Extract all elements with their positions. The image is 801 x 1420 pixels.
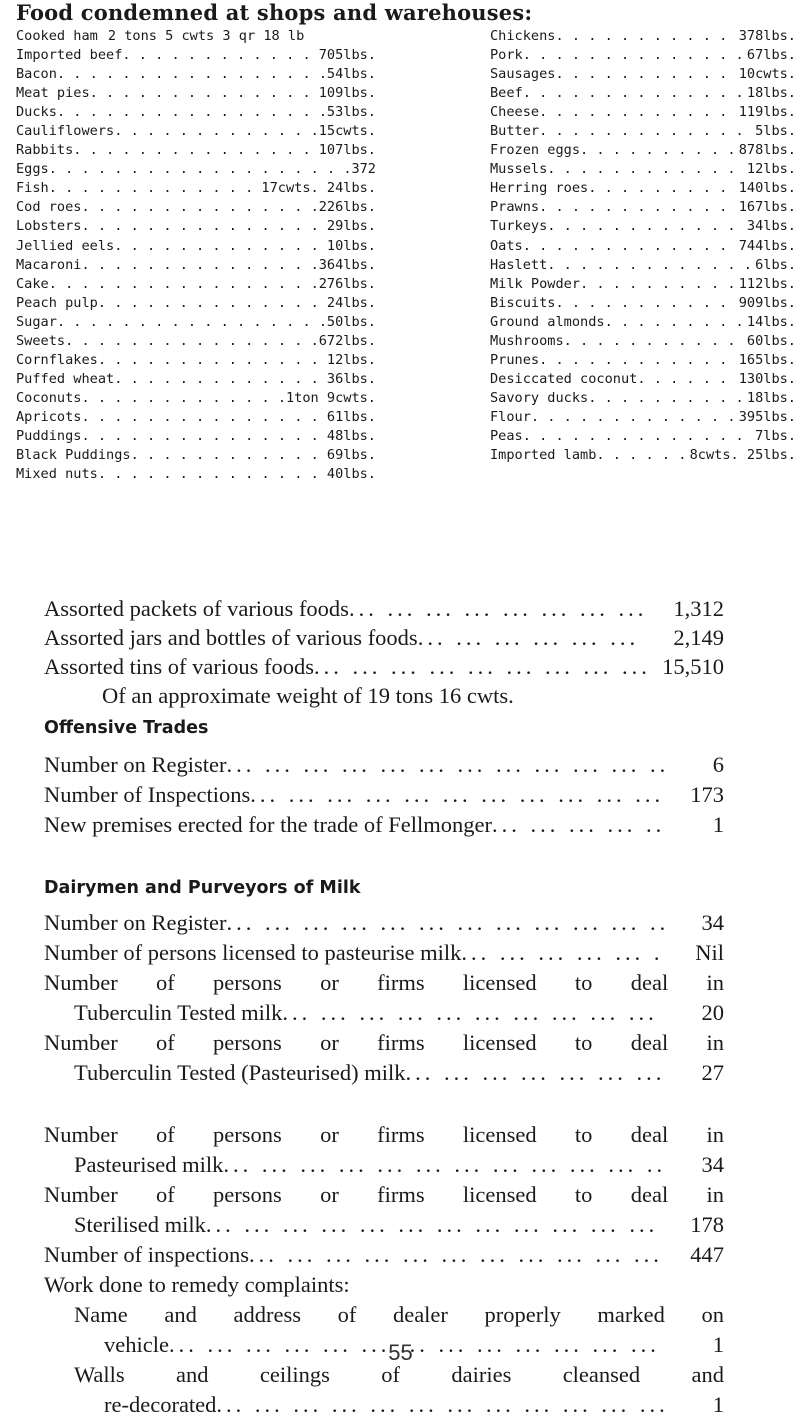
dairy-row <box>44 1270 724 1300</box>
food-item-name: Cauliflowers <box>16 123 115 140</box>
dairy-label: Number of persons or firms licensed to deal in <box>44 1182 724 1207</box>
offensive-row <box>44 750 724 780</box>
dairy-row <box>44 1150 724 1180</box>
food-item-name: Haslett <box>490 256 548 273</box>
dairy-row <box>44 938 724 968</box>
food-item-row <box>16 179 376 198</box>
food-item-quantity: 378lbs. <box>738 28 796 44</box>
food-item-name: Sausages <box>490 66 556 83</box>
food-item-name: Lobsters <box>16 218 82 235</box>
food-item-name: Apricots <box>16 408 82 425</box>
food-list-left-column <box>16 27 376 484</box>
food-item-row <box>490 84 796 103</box>
assorted-row <box>44 594 724 623</box>
assorted-label: Assorted packets of various foods <box>44 596 349 621</box>
offensive-value: 1 <box>712 812 724 837</box>
food-item-name: Imported lamb <box>490 447 597 464</box>
assorted-row <box>44 652 724 681</box>
food-item-row <box>490 46 796 65</box>
food-item-name: Cake <box>16 275 49 292</box>
food-item-row <box>16 198 376 217</box>
food-item-name: Sweets <box>16 332 66 349</box>
dairy-row <box>44 1240 724 1270</box>
dairy-label: Number on Register <box>44 910 227 935</box>
food-item-name: Imported beef <box>16 47 123 64</box>
food-item-quantity: 7lbs. <box>755 427 796 444</box>
food-item-name: Turkeys <box>490 218 548 235</box>
food-item-quantity: 18lbs. <box>746 389 796 406</box>
page-number: 55 <box>388 1340 413 1365</box>
food-item-row <box>490 65 796 84</box>
food-item-quantity: 10lbs. <box>326 237 376 254</box>
food-item-quantity: 34lbs. <box>746 218 796 235</box>
food-item-row <box>490 275 796 294</box>
dairy-value: Nil <box>695 940 724 965</box>
offensive-row <box>44 780 724 810</box>
food-item-name: Frozen eggs <box>490 142 581 159</box>
food-item-row <box>16 217 376 236</box>
food-item-name: Black Puddings <box>16 447 131 464</box>
food-item-name: Ducks <box>16 104 57 121</box>
dairymen-heading: Dairymen and Purveyors of Milk <box>44 878 361 898</box>
dairy-label: Tuberculin Tested (Pasteurised) milk <box>74 1060 406 1085</box>
food-condemned-heading: Food condemned at shops and warehouses: <box>16 0 533 25</box>
food-item-name: Peas <box>490 427 523 444</box>
food-item-row <box>16 351 376 370</box>
offensive-value: 173 <box>690 782 724 807</box>
assorted-row <box>44 623 724 652</box>
dairy-label: re-decorated <box>104 1392 217 1417</box>
food-item-row <box>16 465 376 484</box>
food-item-name: Milk Powder <box>490 275 581 292</box>
food-item-quantity: 5lbs. <box>755 123 796 140</box>
food-item-name: Savory ducks <box>490 389 589 406</box>
food-item-row <box>16 275 376 294</box>
food-item-quantity: 36lbs. <box>326 370 376 387</box>
dairy-label: vehicle <box>104 1332 169 1357</box>
food-item-row <box>16 370 376 389</box>
food-item-name: Mushrooms <box>490 332 564 349</box>
food-item-row <box>490 237 796 256</box>
food-item-quantity: 50lbs. <box>326 313 376 330</box>
food-item-name: Oats <box>490 237 523 254</box>
food-item-name: Cooked ham <box>16 28 98 44</box>
food-item-quantity: 67lbs. <box>746 47 796 64</box>
food-item-row <box>490 427 796 446</box>
assorted-value: 1,312 <box>673 596 724 621</box>
food-item-row <box>490 370 796 389</box>
food-item-quantity: 744lbs. <box>738 237 796 254</box>
food-item-row <box>490 332 796 351</box>
food-item-quantity: 48lbs. <box>326 427 376 444</box>
food-item-quantity: 40lbs. <box>326 466 376 483</box>
food-item-row <box>16 141 376 160</box>
dairy-value: 178 <box>690 1212 724 1237</box>
dairy-row <box>44 1120 724 1150</box>
food-item-name: Prunes <box>490 351 540 368</box>
food-item-name: Macaroni <box>16 256 82 273</box>
food-item-row <box>16 84 376 103</box>
food-item-name: Butter <box>490 123 540 140</box>
food-item-row <box>16 256 376 275</box>
food-item-quantity: 15cwts. <box>318 123 376 140</box>
offensive-value: 6 <box>712 752 724 777</box>
food-item-quantity: 705lbs. <box>318 47 376 64</box>
food-item-quantity: 24lbs. <box>326 294 376 311</box>
dairy-label: Number of persons or firms licensed to deal in <box>44 970 724 995</box>
offensive-label: New premises erected for the trade of Fellmonger <box>44 812 492 837</box>
assorted-weight-note: Of an approximate weight of 19 tons 16 cwts. <box>102 683 514 708</box>
dairy-value: 20 <box>701 1000 724 1025</box>
food-item-name: Jellied eels <box>16 237 115 254</box>
food-item-quantity: 165lbs. <box>738 351 796 368</box>
offensive-label: Number on Register <box>44 752 227 777</box>
food-item-quantity: 2 tons 5 cwts 3 qr 18 lb <box>107 28 305 44</box>
food-item-name: Bacon <box>16 66 57 83</box>
food-item-quantity: 878lbs. <box>738 142 796 159</box>
food-item-name: Herring roes <box>490 180 589 197</box>
food-item-quantity: 276lbs. <box>318 275 376 292</box>
dairy-label: Name and address of dealer properly marked on <box>74 1302 724 1327</box>
food-list-right-column <box>490 27 796 465</box>
food-item-name: Mixed nuts <box>16 466 98 483</box>
food-item-row <box>490 198 796 217</box>
food-item-quantity: 130lbs. <box>738 370 796 387</box>
food-item-quantity: 140lbs. <box>738 180 796 197</box>
food-item-quantity: 8cwts. 25lbs. <box>689 447 796 464</box>
food-item-quantity: 364lbs. <box>318 256 376 273</box>
food-item-name: Prawns <box>490 199 540 216</box>
food-item-row <box>16 103 376 122</box>
food-item-name: Rabbits <box>16 142 74 159</box>
food-item-row <box>16 27 376 46</box>
food-item-row <box>16 65 376 84</box>
food-item-quantity: 54lbs. <box>326 66 376 83</box>
food-item-name: Fish <box>16 180 49 197</box>
dairy-row <box>44 1058 724 1088</box>
food-item-quantity: 226lbs. <box>318 199 376 216</box>
food-item-row <box>16 332 376 351</box>
food-item-name: Cheese <box>490 104 540 121</box>
dairy-row <box>44 1390 724 1420</box>
food-item-quantity: 12lbs. <box>746 161 796 178</box>
food-item-name: Pork <box>490 47 523 64</box>
dairy-label: Number of inspections <box>44 1242 249 1267</box>
food-item-name: Peach pulp <box>16 294 98 311</box>
food-item-row <box>16 313 376 332</box>
food-item-quantity: 12lbs. <box>326 351 376 368</box>
dairy-label: Tuberculin Tested milk <box>74 1000 283 1025</box>
food-item-name: Meat pies <box>16 85 90 102</box>
food-item-quantity: 6lbs. <box>755 256 796 273</box>
food-item-name: Desiccated coconut <box>490 370 638 387</box>
food-item-row <box>16 46 376 65</box>
food-item-row <box>490 408 796 427</box>
offensive-row <box>44 810 724 840</box>
food-item-row <box>490 313 796 332</box>
food-item-quantity: 10cwts. <box>738 66 796 83</box>
food-item-name: Ground almonds <box>490 313 605 330</box>
food-item-row <box>16 237 376 256</box>
food-item-quantity: 53lbs. <box>326 104 376 121</box>
food-item-row <box>16 160 376 179</box>
dairy-label: Work done to remedy complaints: <box>44 1272 350 1297</box>
food-item-quantity: 107lbs. <box>318 142 376 159</box>
dairy-row <box>44 1300 724 1330</box>
food-item-name: Cornflakes <box>16 351 98 368</box>
food-item-quantity: 112lbs. <box>738 275 796 292</box>
dairy-row <box>44 1028 724 1058</box>
dairy-row <box>44 968 724 998</box>
food-item-quantity: 909lbs. <box>738 294 796 311</box>
dairy-label: Sterilised milk <box>74 1212 206 1237</box>
food-item-quantity: 69lbs. <box>326 447 376 464</box>
food-item-quantity: 119lbs. <box>738 104 796 121</box>
food-item-row <box>490 27 796 46</box>
food-item-quantity: 672lbs. <box>318 332 376 349</box>
food-item-name: Beef <box>490 85 523 102</box>
offensive-trades-heading: Offensive Trades <box>44 718 209 738</box>
food-item-name: Chickens <box>490 28 556 44</box>
dairy-row <box>44 908 724 938</box>
food-item-row <box>490 351 796 370</box>
dairy-label: Pasteurised milk <box>74 1152 224 1177</box>
food-item-quantity: 18lbs. <box>746 85 796 102</box>
food-item-row <box>490 217 796 236</box>
dairy-label: Number of persons licensed to pasteurise milk <box>44 940 462 965</box>
food-item-quantity: 14lbs. <box>746 313 796 330</box>
food-item-quantity: 395lbs. <box>738 408 796 425</box>
dairy-row <box>44 1180 724 1210</box>
offensive-trades-block <box>44 750 724 840</box>
food-item-quantity: 60lbs. <box>746 332 796 349</box>
food-item-row <box>16 427 376 446</box>
assorted-value: 15,510 <box>662 654 724 679</box>
food-item-row <box>490 122 796 141</box>
food-item-row <box>16 122 376 141</box>
dairy-value: 447 <box>690 1242 724 1267</box>
food-item-row <box>490 446 796 465</box>
dairy-value: 27 <box>701 1060 724 1085</box>
dairy-label: Number of persons or firms licensed to deal in <box>44 1122 724 1147</box>
food-item-name: Puffed wheat <box>16 370 115 387</box>
assorted-label: Assorted jars and bottles of various foods <box>44 625 418 650</box>
food-item-quantity: 29lbs. <box>326 218 376 235</box>
food-item-row <box>490 160 796 179</box>
dairy-value: 34 <box>701 1152 724 1177</box>
food-item-row <box>16 389 376 408</box>
food-item-row <box>490 179 796 198</box>
food-item-quantity: 17cwts. 24lbs. <box>261 180 376 197</box>
food-item-row <box>490 389 796 408</box>
assorted-foods-block <box>44 594 724 710</box>
food-item-name: Sugar <box>16 313 57 330</box>
dairy-value: 1 <box>712 1332 724 1357</box>
food-item-row <box>16 408 376 427</box>
food-item-quantity: 372 <box>351 161 376 178</box>
dairy-value: 34 <box>701 910 724 935</box>
food-item-row <box>490 103 796 122</box>
food-item-name: Eggs <box>16 161 49 178</box>
food-item-quantity: 167lbs. <box>738 199 796 216</box>
dairy-label: Number of persons or firms licensed to deal in <box>44 1030 724 1055</box>
food-item-row <box>16 294 376 313</box>
food-item-name: Coconuts <box>16 389 82 406</box>
food-item-name: Mussels <box>490 161 548 178</box>
food-item-name: Biscuits <box>490 294 556 311</box>
food-item-name: Cod roes <box>16 199 82 216</box>
food-item-row <box>490 256 796 275</box>
dairy-label: Walls and ceilings of dairies cleansed and <box>74 1362 724 1387</box>
food-item-quantity: 1ton 9cwts. <box>285 389 376 406</box>
assorted-value: 2,149 <box>673 625 724 650</box>
food-item-row <box>16 446 376 465</box>
offensive-label: Number of Inspections <box>44 782 251 807</box>
dairy-value: 1 <box>712 1392 724 1417</box>
assorted-label: Assorted tins of various foods <box>44 654 314 679</box>
food-item-name: Puddings <box>16 427 82 444</box>
dairy-row <box>44 998 724 1028</box>
food-item-row <box>490 141 796 160</box>
food-item-quantity: 109lbs. <box>318 85 376 102</box>
food-item-name: Flour <box>490 408 531 425</box>
dairy-row <box>44 1210 724 1240</box>
food-item-row <box>490 294 796 313</box>
food-item-quantity: 61lbs. <box>326 408 376 425</box>
